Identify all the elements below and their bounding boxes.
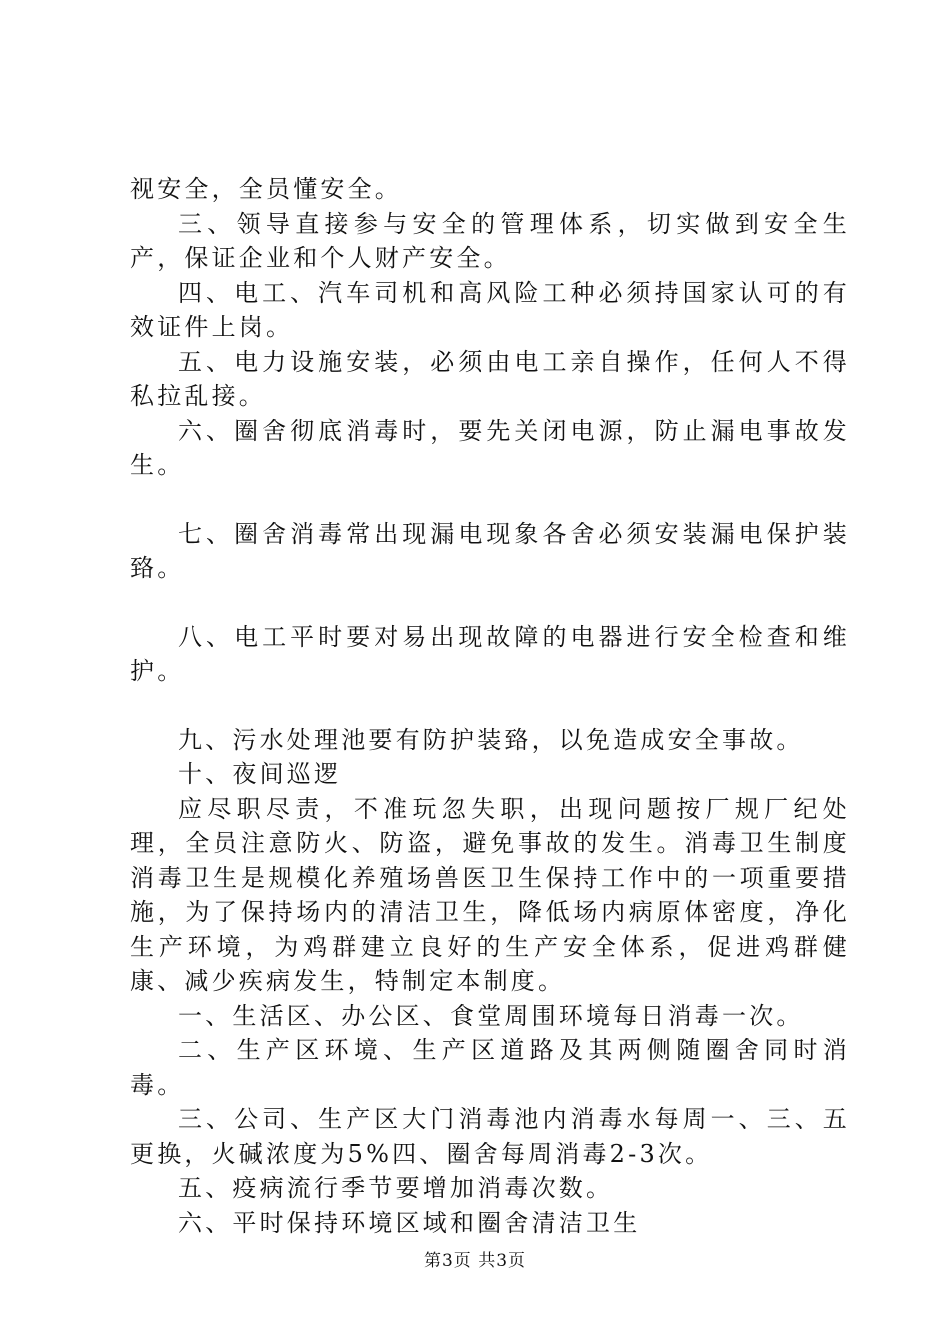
paragraph-rule-3: 三、公司、生产区大门消毒池内消毒水每周一、三、五更换，火碱浓度为5%四、圈舍每周消毒2-3次。 bbox=[130, 1105, 850, 1168]
paragraph-item-7: 七、圈舍消毒常出现漏电现象各舍必须安装漏电保护装臵。 bbox=[130, 519, 850, 582]
paragraph-item-9: 九、污水处理池要有防护装臵，以免造成安全事故。 bbox=[178, 725, 804, 754]
paragraph-item-6: 六、圈舍彻底消毒时，要先关闭电源，防止漏电事故发生。 bbox=[130, 416, 850, 479]
paragraph-rule-2: 二、生产区环境、生产区道路及其两侧随圈舍同时消毒。 bbox=[130, 1036, 850, 1099]
page-number-footer: 第3页 共3页 bbox=[423, 1251, 527, 1271]
paragraph-rule-6: 六、平时保持环境区域和圈舍清洁卫生 bbox=[178, 1208, 641, 1237]
paragraph-disinfection-intro: 应尽职尽责，不准玩忽失职，出现问题按厂规厂纪处理，全员注意防火、防盗，避免事故的发生。消毒卫生制度消毒卫生是规模化养殖场兽医卫生保持工作中的一项重要措施，为了保持场内的清洁卫生，降低场内病原体密度，净化生产环境，为鸡群建立良好的生产安全体系，促进鸡群健康、减少疾病发生，特制定本制度。 bbox=[130, 794, 850, 995]
paragraph-item-5: 五、电力设施安装，必须由电工亲自操作，任何人不得私拉乱接。 bbox=[130, 347, 850, 410]
paragraph-rule-1: 一、生活区、办公区、食堂周围环境每日消毒一次。 bbox=[178, 1001, 804, 1030]
paragraph-item-8: 八、电工平时要对易出现故障的电器进行安全检查和维护。 bbox=[130, 622, 850, 685]
paragraph-item-10: 十、夜间巡逻 bbox=[178, 760, 342, 788]
paragraph-item-3: 三、领导直接参与安全的管理体系，切实做到安全生产，保证企业和个人财产安全。 bbox=[130, 209, 850, 272]
paragraph-rule-5: 五、疫病流行季节要增加消毒次数。 bbox=[178, 1174, 614, 1202]
document-body bbox=[130, 172, 850, 1240]
paragraph-continuation: 视安全，全员懂安全。 bbox=[130, 175, 402, 203]
paragraph-item-4: 四、电工、汽车司机和高风险工种必须持国家认可的有效证件上岗。 bbox=[130, 278, 850, 341]
